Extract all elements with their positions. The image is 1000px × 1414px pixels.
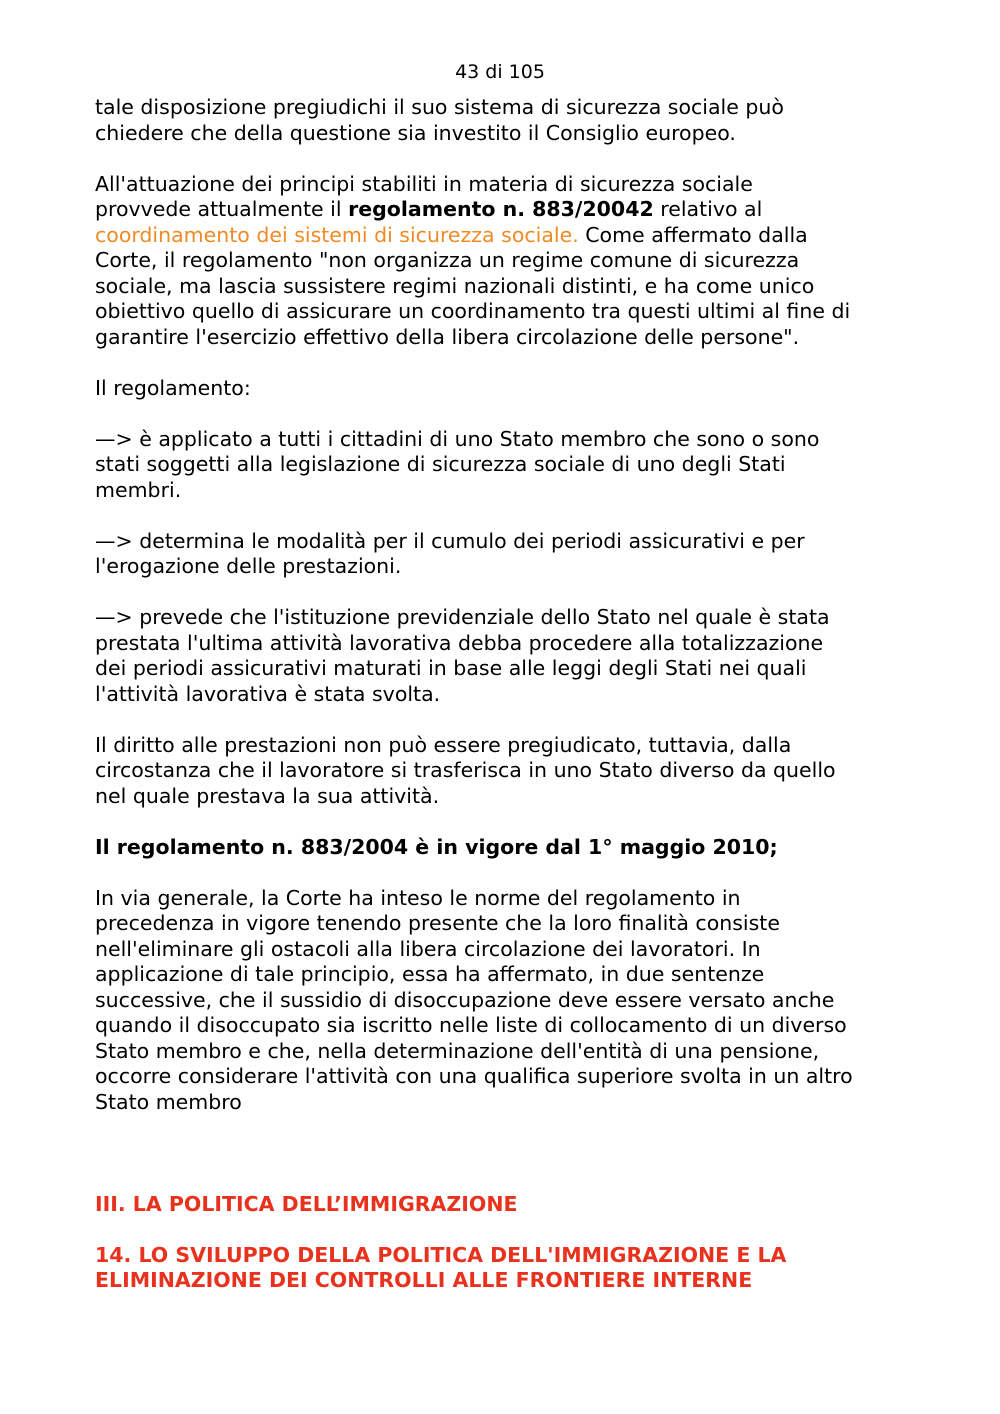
paragraph-regulation-intro xyxy=(95,172,915,351)
regulation-in-force: Il regolamento n. 883/2004 è in vigore dal 1° maggio 2010; xyxy=(95,834,778,859)
paragraph-court-interpretation: In via generale, la Corte ha inteso le norme del regolamento in precedenza in vigore tenendo presente che la loro finalità consiste nell'eliminare gli ostacoli alla libera circolazione dei lavoratori. In applicazione di tale principio, essa ha affermato, in due sentenze successive, che il sussidio di disoccupazione deve essere versato anche quando il disoccupato sia iscritto nelle liste di collocamento di un diverso Stato membro e che, nella determinazione dell'entità di una pensione, occorre considerare l'attività con una qualifica superiore svolta in un altro Stato membro xyxy=(95,885,853,1114)
chapter-heading: 14. LO SVILUPPO DELLA POLITICA DELL'IMMIGRAZIONE E LA ELIMINAZIONE DEI CONTROLLI ALLE FRONTIERE INTERNE xyxy=(95,1242,787,1292)
paragraph-text: Come affermato dalla Corte, il regolamento "non organizza un regime comune di sicurezza sociale, ma lascia sussistere regimi nazionali distinti, e ha come unico obiettivo quello di assicurare un coordinamento tra questi ultimi al fine di garantire l'esercizio effettivo della libera circolazione delle persone". xyxy=(95,222,851,349)
paragraph-rights: Il diritto alle prestazioni non può essere pregiudicato, tuttavia, dalla circostanza che il lavoratore si trasferisca in uno Stato diverso da quello nel quale prestava la sua attività. xyxy=(95,732,836,808)
paragraph-text: relativo al xyxy=(653,197,763,221)
regulation-reference-bold: regolamento n. 883/20042 xyxy=(348,197,654,221)
paragraph-line: All'attuazione dei principi stabiliti in materia di sicurezza sociale xyxy=(95,171,753,196)
document-body xyxy=(95,95,915,1319)
bullet-applicability: —> è applicato a tutti i cittadini di uno Stato membro che sono o sono stati soggetti alla legislazione di sicurezza sociale di uno degli Stati membri. xyxy=(95,426,820,502)
page-number: 43 di 105 xyxy=(455,61,545,83)
section-heading: III. LA POLITICA DELL’IMMIGRAZIONE xyxy=(95,1191,518,1216)
bullet-totalization: —> prevede che l'istituzione previdenziale dello Stato nel quale è stata prestata l'ultima attività lavorativa debba procedere alla totalizzazione dei periodi assicurativi maturati in base alle leggi degli Stati nei quali l'attività lavorativa è stata svolta. xyxy=(95,605,830,706)
paragraph-text: provvede attualmente il xyxy=(95,197,349,221)
coordination-link[interactable]: coordinamento dei sistemi di sicurezza sociale. xyxy=(95,222,579,247)
spacer xyxy=(95,1141,915,1192)
paragraph-continuation: tale disposizione pregiudichi il suo sistema di sicurezza sociale può chiedere che della questione sia investito il Consiglio europeo. xyxy=(95,95,784,145)
regulation-label: Il regolamento: xyxy=(95,375,251,400)
bullet-cumulation: —> determina le modalità per il cumulo dei periodi assicurativi e per l'erogazione delle prestazioni. xyxy=(95,528,805,578)
